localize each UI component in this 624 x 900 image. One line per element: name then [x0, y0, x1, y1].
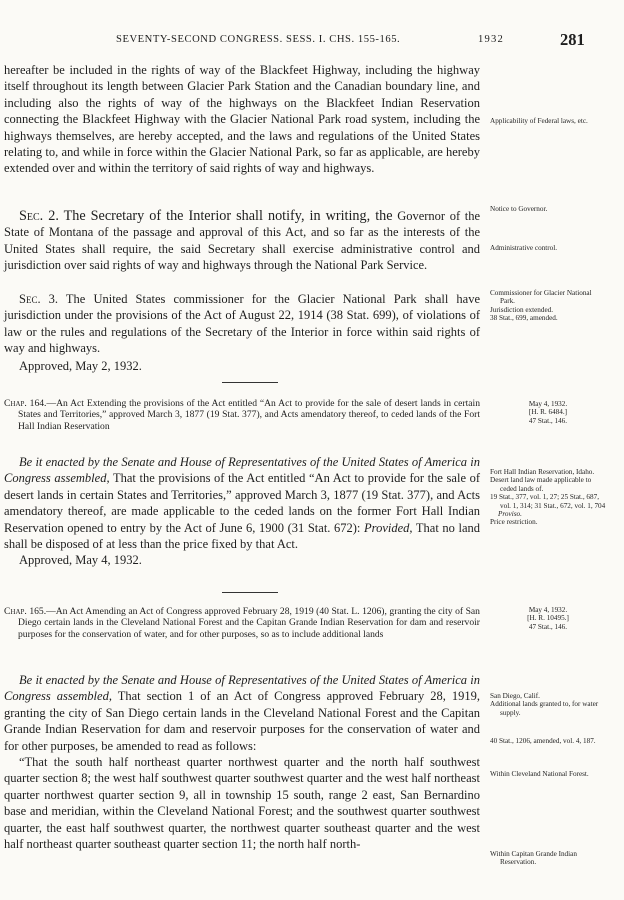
- note-san-diego: San Diego, Calif. Additional lands granted to, for water supply.: [490, 692, 599, 717]
- section-1-continued: [4, 62, 480, 177]
- running-head: SEVENTY-SECOND CONGRESS. SESS. I. CHS. 155-165.: [116, 34, 401, 45]
- ch165-body: That section 1 of an Act of Congress approved February 28, 1919, granting the city of San Diego certain lands in the Cleveland National Forest and the Capitan Grande Indian Reservation for dam and reservoir purposes for the conservation of water and for other purposes, be amended to read as follows:: [4, 689, 480, 753]
- ch165-quote: “That the south half northeast quarter northwest quarter and the north half southwest quarter section 8; the west half southwest quarter southwest quarter and the west half northeast quarter northwest quarter section 9, all in township 15 south, range 2 east, San Bernardino base and meridian, within the Cleveland National Forest; and the southwest quarter southwest quarter, the east half southwest quarter, the northwest quarter southeast quarter and the west half northeast quarter southeast quarter section 11; the north half north-: [4, 755, 480, 852]
- chapter-165-caption: [4, 606, 480, 640]
- approved-line-1: [4, 358, 480, 374]
- sec3-heading: Sec. 3.: [19, 292, 59, 306]
- ch165-label: Chap. 165.: [4, 606, 47, 617]
- note-notice: Notice to Governor.: [490, 205, 548, 213]
- note-admin: Administrative control.: [490, 244, 558, 252]
- ch164-proviso-label: Provided,: [364, 520, 413, 535]
- ch164-proviso: That no land shall be disposed of at less than the price fixed by that Act.: [4, 520, 481, 552]
- ch165-caption: —An Act Amending an Act of Congress approved February 28, 1919 (40 Stat. L. 1206), granting the city of San Diego certain lands in the Cleveland National Forest and the Capitan Grande Indian Reservation for dam and reservoir purposes for the conservation of water, and for other purposes, so as to include additional lands: [18, 606, 480, 640]
- sec1-text: hereafter be included in the rights of way of the Blackfeet Highway, including the highway itself throughout its length between Glacier Park Station and the Canadian boundary line, and including also the rights of way of the highways on the Blackfeet Indian Reservation connecting the Blackfeet Highway with the Glacier National Park road system, including the highways themselves, are hereby accepted, and the laws and regulations of the United States relating to, and while in force within the Glacier National Park, so far as applicable, are hereby extended over and within the territory of said rights of way and highways.: [4, 63, 480, 176]
- page-number: 281: [560, 30, 585, 49]
- chapter-165-body: [4, 672, 480, 852]
- sec3-text: The United States commissioner for the Glacier National Park shall have jurisdiction under the provisions of the Act of August 22, 1914 (38 Stat. 699), of violations of law or the rules and regulations of the Secretary of the Interior in force within said rights of way and highways.: [4, 292, 481, 356]
- header-year: 1932: [478, 34, 504, 45]
- note-ch164-meta: May 4, 1932. [H. R. 6484.] 47 Stat., 146.: [528, 400, 568, 425]
- running-header: [0, 30, 624, 52]
- note-commissioner: Commissioner for Glacier National Park. Jurisdiction extended. 38 Stat., 699, amended.: [490, 289, 592, 323]
- ch164-body: That the provisions of the Act entitled “An Act to provide for the sale of desert lands in certain States and Territories,” approved March 3, 1877 (19 Stat. 377), and Acts amendatory thereof, are made applicable to the ceded lands on the former Fort Hall Indian Reservation opened to entry by the Act of June 6, 1900 (31 Stat. 672):: [4, 471, 481, 535]
- note-stat40: 40 Stat., 1206, amended, vol. 4, 187.: [490, 737, 596, 745]
- note-cleveland: Within Cleveland National Forest.: [490, 770, 589, 778]
- ch165-enacting: Be it enacted by the Senate and House of Representatives of the United States of America in Congress assembled,: [4, 673, 480, 704]
- note-applicability: Applicability of Federal laws, etc.: [490, 117, 588, 125]
- sec2-lead: The Secretary of the Interior shall notify, in writing, the: [63, 208, 393, 224]
- divider-2: [222, 592, 278, 593]
- ch164-enacting: Be it enacted by the Senate and House of Representatives of the United States of America in Congress assembled,: [4, 455, 480, 486]
- section-3: [4, 291, 480, 357]
- chapter-164-body: [4, 454, 480, 569]
- ch164-caption: —An Act Extending the provisions of the Act entitled “An Act to provide for the sale of desert lands in certain States and Territories,” approved March 3, 1877 (19 Stat. 377), and Acts amendatory thereof, to ceded lands of the Fort Hall Indian Reservation: [18, 398, 480, 432]
- divider-1: [222, 382, 278, 383]
- section-2: [4, 208, 480, 274]
- sec2-text: Governor of the State of Montana of the passage and approval of this Act, and so far as the interests of the United States shall require, the said Secretary shall exercise administrative control and jurisdiction over said rights of way and highways through the National Park Service.: [4, 209, 481, 273]
- note-ch165-meta: May 4, 1932. [H. R. 10495.] 47 Stat., 146.: [527, 606, 569, 631]
- approved-1: Approved, May 2, 1932.: [19, 359, 142, 373]
- note-fort-hall: Fort Hall Indian Reservation, Idaho. Desert land law made applicable to ceded lands of. 19 Stat., 377, vol. 1, 27; 25 Stat., 687, vol. 1, 314; 31 Stat., 672, vol. 1, 704 Proviso. Price restriction.: [490, 468, 606, 527]
- chapter-164-caption: [4, 398, 480, 432]
- sec2-heading: Sec. 2.: [19, 208, 59, 224]
- note-capitan: Within Capitan Grande Indian Reservation.: [490, 850, 577, 867]
- ch164-approved: Approved, May 4, 1932.: [19, 553, 142, 568]
- ch164-label: Chap. 164.: [4, 398, 47, 409]
